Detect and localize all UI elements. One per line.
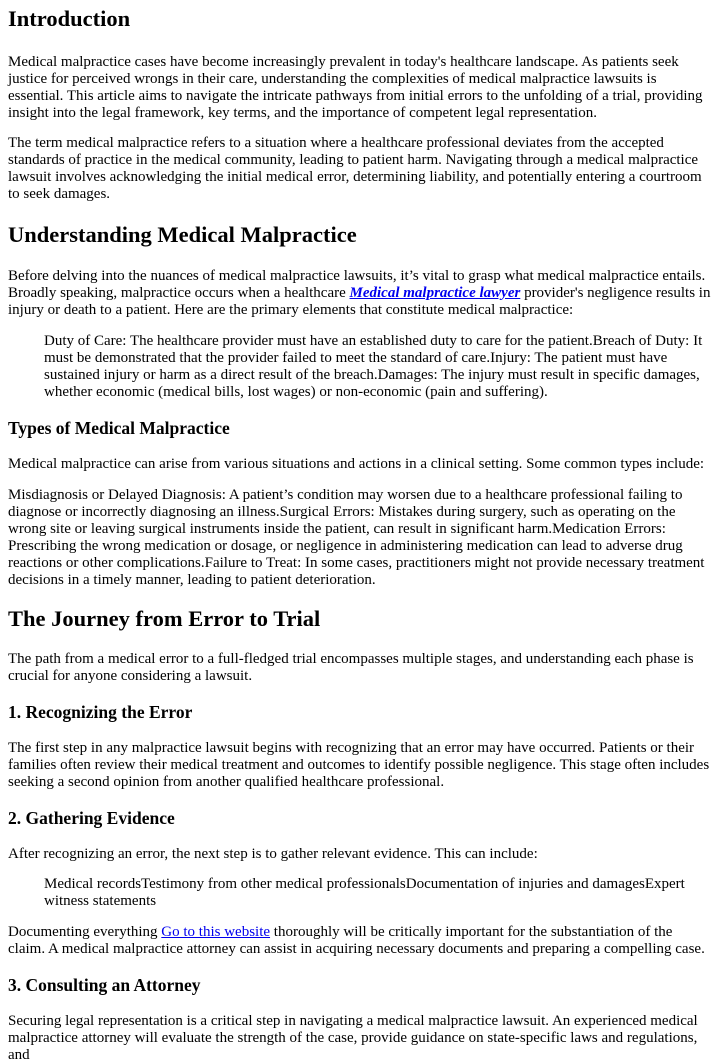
consulting-heading: 3. Consulting an Attorney — [8, 975, 201, 995]
intro-heading: Introduction — [8, 6, 131, 31]
understanding-text-after: provider's negligence results in injury or death to a patient. Here are the primary elements that constitute medical malpractice: — [8, 285, 711, 318]
types-heading: Types of Medical Malpractice — [8, 418, 230, 438]
article — [0, 6, 720, 1064]
gathering-text-after: thoroughly will be critically important for the substantiation of the claim. A medical malpractice attorney can assist in acquiring necessary documents and preparing a compelling case. — [8, 924, 705, 957]
journey-paragraph: The path from a medical error to a full-fledged trial encompasses multiple stages, and understanding each phase is crucial for anyone considering a lawsuit. — [8, 651, 694, 684]
gathering-text-before: Documenting everything — [8, 924, 162, 940]
gathering-heading: 2. Gathering Evidence — [8, 808, 175, 828]
malpractice-lawyer-link[interactable]: Medical malpractice lawyer — [349, 285, 521, 301]
website-link[interactable]: Go to this website — [161, 924, 271, 940]
recognizing-paragraph: The first step in any malpractice lawsuit begins with recognizing that an error may have occurred. Patients or their families often review their medical treatment and outcomes to identify possible negligence. This stage often includes seeking a second opinion from another qualified healthcare professional. — [8, 740, 710, 790]
elements-quote: Duty of Care: The healthcare provider must have an established duty to care for the patient.Breach of Duty: It must be demonstrated that the provider failed to meet the standard of care.Injury: The patient must have sustained injury or harm as a direct result of the breach.Damages: The injury must result in specific damages, whether economic (medical bills, lost wages) or non-economic (pain and suffering). — [44, 333, 703, 400]
evidence-quote: Medical recordsTestimony from other medical professionalsDocumentation of injuries and damagesExpert witness statements — [44, 876, 685, 909]
intro-paragraph-1: Medical malpractice cases have become increasingly prevalent in today's healthcare landscape. As patients seek justice for perceived wrongs in their care, understanding the complexities of medical malpractice lawsuits is essential. This article aims to navigate the intricate pathways from initial errors to the unfolding of a trial, providing insight into the legal framework, key terms, and the importance of competent legal representation. — [8, 54, 703, 121]
recognizing-heading: 1. Recognizing the Error — [8, 702, 193, 722]
gathering-paragraph-1: After recognizing an error, the next step is to gather relevant evidence. This can include: — [8, 846, 538, 862]
types-paragraph-2: Misdiagnosis or Delayed Diagnosis: A patient’s condition may worsen due to a healthcare professional failing to diagnose or incorrectly diagnosing an illness.Surgical Errors: Mistakes during surgery, such as operating on the wrong site or leaving surgical instruments inside the patient, can result in significant harm.Medication Errors: Prescribing the wrong medication or dosage, or negligence in administering medication can lead to adverse drug reactions or other complications.Failure to Treat: In some cases, practitioners might not provide necessary treatment decisions in a timely manner, leading to patient deterioration. — [8, 487, 705, 588]
understanding-heading: Understanding Medical Malpractice — [8, 222, 357, 247]
types-paragraph-1: Medical malpractice can arise from various situations and actions in a clinical setting. Some common types include: — [8, 456, 705, 472]
understanding-paragraph — [8, 268, 712, 319]
consulting-paragraph: Securing legal representation is a critical step in navigating a medical malpractice lawsuit. An experienced medical malpractice attorney will evaluate the strength of the case, provide guidance on state-specific laws and regulations, and — [8, 1013, 698, 1063]
gathering-paragraph-2 — [8, 924, 712, 958]
understanding-text-before: Before delving into the nuances of medical malpractice lawsuits, it’s vital to grasp what medical malpractice entails. Broadly speaking, malpractice occurs when a healthcare — [8, 268, 706, 301]
journey-heading: The Journey from Error to Trial — [8, 606, 321, 631]
intro-paragraph-2: The term medical malpractice refers to a situation where a healthcare professional deviates from the accepted standards of practice in the medical community, leading to patient harm. Navigating through a medical malpractice lawsuit involves acknowledging the initial medical error, determining liability, and potentially entering a courtroom to seek damages. — [8, 135, 702, 202]
